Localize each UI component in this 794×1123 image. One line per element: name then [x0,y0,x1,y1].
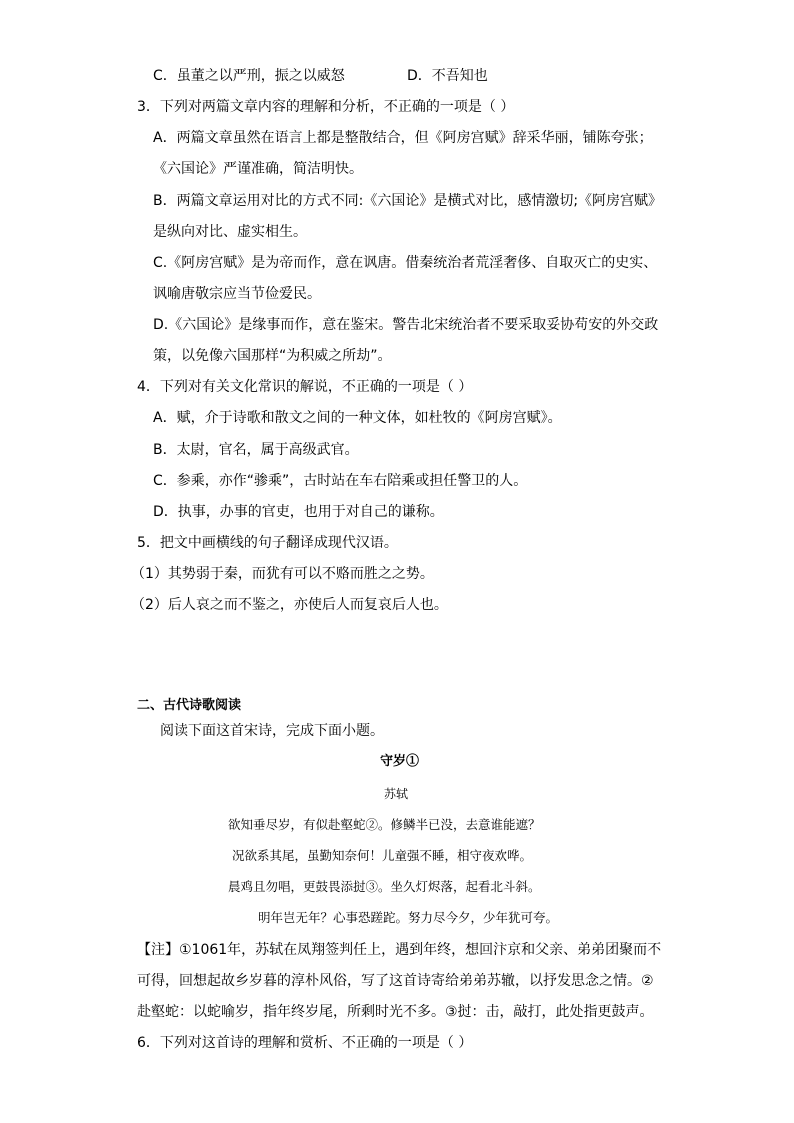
poem-line-2: 况欲系其尾，虽勤知奈何！儿童强不睡，相守夜欢哗。 [232,848,533,863]
q4-stem: 4．下列对有关文化常识的解说，不正确的一项是（ ） [137,379,473,395]
q5-sentence-2: （2）后人哀之而不鉴之，亦使后人而复哀后人也。 [131,597,448,613]
poem-line-4: 明年岂无年？心事恐蹉跎。努力尽今夕，少年犹可夸。 [258,910,559,925]
q3-option-b-line2: 是纵向对比、虚实相生。 [153,224,307,240]
q4-option-b: B．太尉，官名，属于高级武官。 [153,442,359,458]
q2-option-d: D．不吾知也 [407,68,488,84]
q3-option-b-line1: B．两篇文章运用对比的方式不同:《六国论》是横式对比，感情激切;《阿房宫赋》 [153,193,663,209]
poem-note-line3: 赴壑蛇：以蛇喻岁，指年终岁尾，所剩时光不多。③挝：击，敲打，此处指更鼓声。 [137,1004,654,1020]
q3-option-c-line1: C.《阿房宫赋》是为帝而作，意在讽唐。借秦统治者荒淫奢侈、自取灭亡的史实、 [153,255,658,271]
q5-sentence-1: （1）其势弱于秦，而犹有可以不赂而胜之之势。 [131,566,434,582]
q4-option-d: D．执事，办事的官吏，也用于对自己的谦称。 [153,504,444,520]
section-heading: 二、古代诗歌阅读 [137,698,242,713]
poem-author: 苏轼 [384,787,409,801]
q6-stem: 6．下列对这首诗的理解和赏析、不正确的一项是（ ） [137,1035,473,1051]
q2-option-c: C．虽董之以严刑，振之以威怒 [153,68,345,84]
q3-option-a-line2: 《六国论》严谨准确，简洁明快。 [153,161,363,177]
poem-title: 守岁① [380,754,420,769]
poem-line-1: 欲知垂尽岁，有似赴壑蛇②。修鳞半已没，去意谁能遮？ [228,817,541,832]
q3-option-c-line2: 讽喻唐敬宗应当节俭爱民。 [153,286,321,302]
q3-option-d-line1: D.《六国论》是缘事而作，意在鉴宋。警告北宋统治者不要采取妥协苟安的外交政 [153,317,659,333]
q5-stem: 5．把文中画横线的句子翻译成现代汉语。 [137,535,398,551]
poem-line-3: 晨鸡且勿唱，更鼓畏添挝③。坐久灯烬落，起看北斗斜。 [228,879,541,894]
poem-note-line1: 【注】①1061年，苏轼在凤翔签判任上，遇到年终，想回汴京和父亲、弟弟团聚而不 [137,942,662,958]
q3-option-d-line2: 策，以免像六国那样“为积威之所劫”。 [153,348,392,364]
q3-stem: 3．下列对两篇文章内容的理解和分析，不正确的一项是（ ） [137,99,515,115]
q3-option-a-line1: A．两篇文章虽然在语言上都是整散结合，但《阿房宫赋》辞采华丽，铺陈夸张； [153,130,653,146]
poem-note-line2: 可得，回想起故乡岁暮的淳朴风俗，写了这首诗寄给弟弟苏辙，以抒发思念之情。② [137,973,654,989]
q4-option-a: A．赋，介于诗歌和散文之间的一种文体，如杜牧的《阿房宫赋》。 [153,410,562,426]
q4-option-c: C．参乘，亦作“骖乘”，古时站在车右陪乘或担任警卫的人。 [153,473,528,489]
section-intro: 阅读下面这首宋诗，完成下面小题。 [160,723,384,739]
